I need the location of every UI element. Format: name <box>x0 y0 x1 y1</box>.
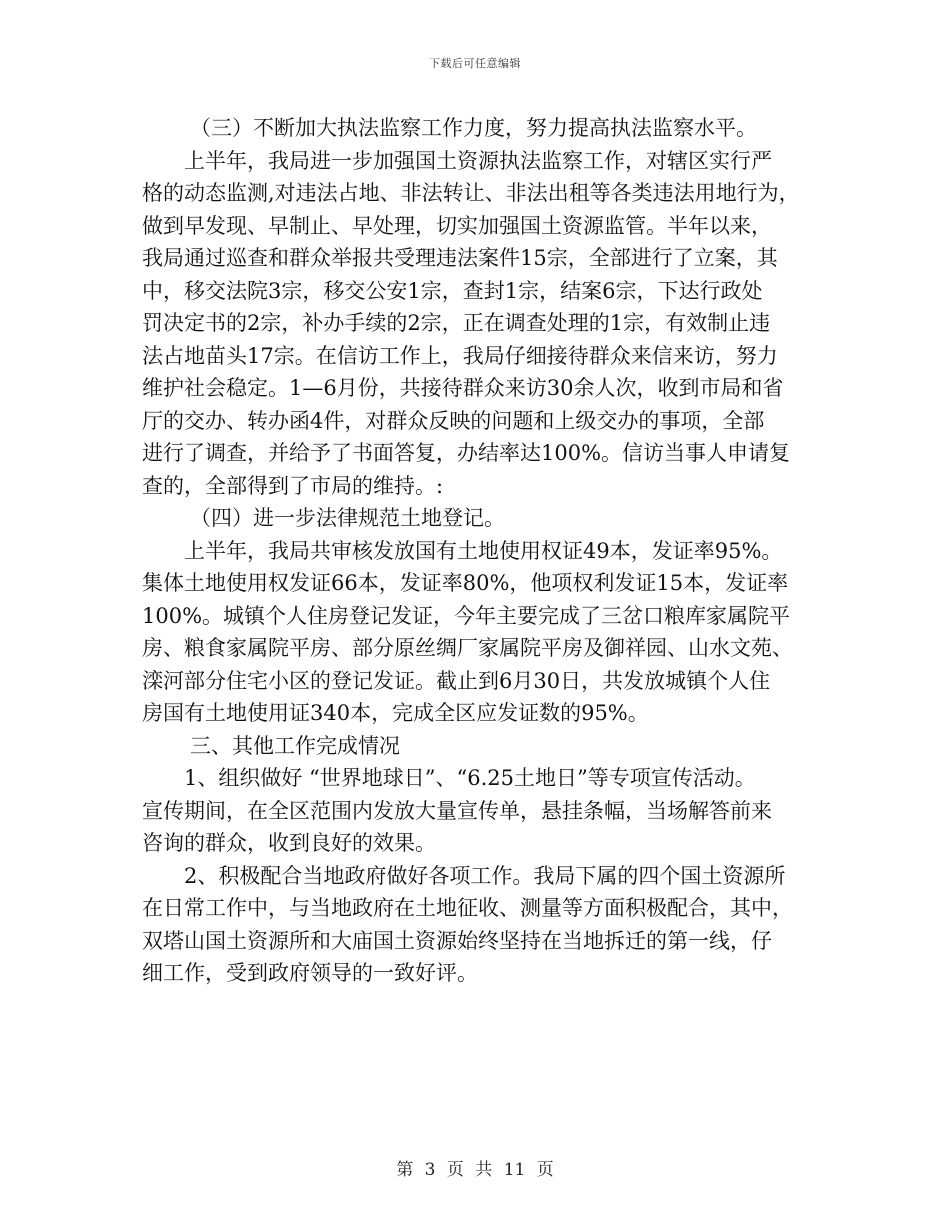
body-line: 三、其他工作完成情况 <box>190 733 400 758</box>
body-line: 宣传期间，在全区范围内发放大量宣传单，悬挂条幅，当场解答前来 <box>142 798 772 823</box>
body-line: 1、组织做好 “世界地球日”、“6.25土地日”等专项宣传活动。 <box>184 766 756 790</box>
body-line: （四）进一步法律规范土地登记。 <box>190 506 505 530</box>
body-line: 我局通过巡查和群众举报共受理违法案件15宗，全部进行了立案，其 <box>142 246 778 270</box>
body-line: 咨询的群众，收到良好的效果。 <box>142 831 436 855</box>
body-line: 查的，全部得到了市局的维持。: <box>142 473 444 498</box>
body-line: 中，移交法院3宗，移交公安1宗，查封1宗，结案6宗，下达行政处 <box>142 278 763 303</box>
body-line: 罚决定书的2宗，补办手续的2宗，正在调查处理的1宗，有效制止违 <box>142 311 771 335</box>
body-line: 细工作，受到政府领导的一致好评。 <box>142 961 478 985</box>
body-line: 房、粮食家属院平房、部分原丝绸厂家属院平房及御祥园、山水文苑、 <box>142 636 793 660</box>
body-line: 100%。城镇个人住房登记发证，今年主要完成了三岔口粮库家属院平 <box>142 603 791 628</box>
body-line: 双塔山国土资源所和大庙国土资源始终坚持在当地拆迁的第一线，仔 <box>142 928 772 953</box>
body-line: 滦河部分住宅小区的登记发证。截止到6月30日，共发放城镇个人住 <box>142 668 771 693</box>
body-line: 集体土地使用权发证66本，发证率80%，他项权利发证15本，发证率 <box>142 571 789 595</box>
body-line: 格的动态监测,对违法占地、非法转让、非法出租等各类违法用地行为， <box>142 181 800 205</box>
body-line: 在日常工作中，与当地政府在土地征收、测量等方面积极配合，其中， <box>142 896 793 920</box>
body-line: 维护社会稳定。1—6月份，共接待群众来访30余人次，收到市局和省 <box>142 376 784 400</box>
body-line: 法占地苗头17宗。在信访工作上，我局仔细接待群众来信来访，努力 <box>142 343 778 368</box>
body-line: 2、积极配合当地政府做好各项工作。我局下属的四个国土资源所 <box>184 863 786 888</box>
body-line: 厅的交办、转办函4件，对群众反映的问题和上级交办的事项，全部 <box>142 408 765 433</box>
body-line: 做到早发现、早制止、早处理，切实加强国土资源监管。半年以来， <box>142 213 772 238</box>
body-line: 上半年，我局共审核发放国有土地使用权证49本，发证率95%。 <box>184 538 783 563</box>
body-line: 房国有土地使用证340本，完成全区应发证数的95%。 <box>142 701 649 725</box>
body-line: 上半年，我局进一步加强国土资源执法监察工作，对辖区实行严 <box>184 148 772 173</box>
document-body <box>142 112 817 990</box>
page-footer: 第 3 页 共 11 页 <box>396 1160 554 1180</box>
body-line: 进行了调查，并给予了书面答复，办结率达100%。信访当事人申请复 <box>142 441 791 465</box>
body-line: （三）不断加大执法监察工作力度，努力提高执法监察水平。 <box>190 116 757 140</box>
page-header: 下载后可任意编辑 <box>429 57 521 70</box>
